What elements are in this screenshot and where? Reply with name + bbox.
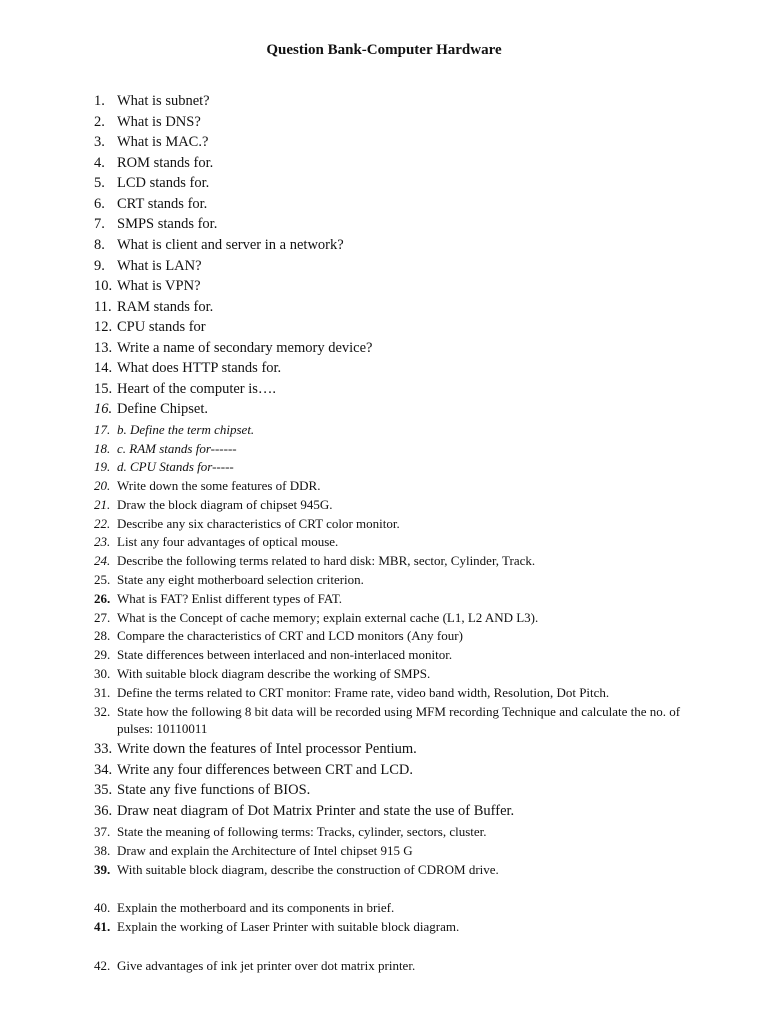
question-text: What is the Concept of cache memory; explain external cache (L1, L2 AND L3). bbox=[117, 610, 539, 625]
question-number: 14. bbox=[94, 360, 113, 376]
question-text: Draw and explain the Architecture of Intel chipset 915 G bbox=[117, 843, 413, 858]
question-number: 34. bbox=[94, 762, 113, 778]
question-text: State how the following 8 bit data will be recorded using MFM recording Technique and calculate the no. of pulses: 10110011 bbox=[117, 704, 681, 736]
question-text: What does HTTP stands for. bbox=[117, 360, 282, 376]
question-number: 11. bbox=[94, 299, 112, 315]
question-number: 23. bbox=[94, 534, 111, 549]
question-number: 2. bbox=[94, 114, 105, 130]
question-number: 17. bbox=[94, 422, 111, 437]
question-text: ROM stands for. bbox=[117, 155, 214, 171]
question-number: 26. bbox=[94, 591, 111, 606]
question-text: Write down the some features of DDR. bbox=[117, 478, 321, 493]
question-text: SMPS stands for. bbox=[117, 216, 218, 232]
question-number: 5. bbox=[94, 175, 105, 191]
question-text: Write down the features of Intel processor Pentium. bbox=[117, 741, 417, 757]
question-number: 18. bbox=[94, 441, 111, 456]
question-text: Heart of the computer is…. bbox=[117, 381, 277, 397]
question-text: List any four advantages of optical mouse. bbox=[117, 534, 339, 549]
question-text: b. Define the term chipset. bbox=[117, 422, 255, 437]
question-number: 3. bbox=[94, 134, 105, 150]
question-number: 40. bbox=[94, 900, 111, 915]
question-text: CRT stands for. bbox=[117, 196, 208, 212]
question-text: CPU stands for bbox=[117, 319, 206, 335]
question-text: Draw the block diagram of chipset 945G. bbox=[117, 497, 333, 512]
question-text: Explain the motherboard and its components in brief. bbox=[117, 900, 395, 915]
question-number: 13. bbox=[94, 340, 113, 356]
question-number: 30. bbox=[94, 666, 111, 681]
question-number: 42. bbox=[94, 958, 111, 973]
question-text: What is DNS? bbox=[117, 114, 201, 130]
question-text: What is VPN? bbox=[117, 278, 201, 294]
question-text: With suitable block diagram, describe the construction of CDROM drive. bbox=[117, 862, 499, 877]
question-number: 24. bbox=[94, 553, 111, 568]
question-text: Write a name of secondary memory device? bbox=[117, 340, 373, 356]
question-number: 33. bbox=[94, 741, 113, 757]
question-text: LCD stands for. bbox=[117, 175, 210, 191]
question-text: State the meaning of following terms: Tracks, cylinder, sectors, cluster. bbox=[117, 824, 487, 839]
question-number: 37. bbox=[94, 824, 111, 839]
question-number: 1. bbox=[94, 93, 105, 109]
question-number: 8. bbox=[94, 237, 105, 253]
question-text: What is subnet? bbox=[117, 93, 210, 109]
question-number: 31. bbox=[94, 685, 111, 700]
question-number: 12. bbox=[94, 319, 113, 335]
question-text: What is LAN? bbox=[117, 258, 202, 274]
question-number: 10. bbox=[94, 278, 113, 294]
page-title: Question Bank-Computer Hardware bbox=[266, 42, 502, 58]
question-text: Compare the characteristics of CRT and LCD monitors (Any four) bbox=[117, 628, 463, 643]
question-number: 7. bbox=[94, 216, 105, 232]
question-number: 19. bbox=[94, 459, 111, 474]
question-number: 32. bbox=[94, 704, 111, 719]
question-text: Define the terms related to CRT monitor: Frame rate, video band width, Resolution, Dot Pitch. bbox=[117, 685, 610, 700]
question-number: 6. bbox=[94, 196, 105, 212]
question-number: 4. bbox=[94, 155, 105, 171]
question-text: What is client and server in a network? bbox=[117, 237, 344, 253]
question-text: c. RAM stands for------ bbox=[117, 441, 237, 456]
question-text: d. CPU Stands for----- bbox=[117, 459, 234, 474]
question-number: 38. bbox=[94, 843, 111, 858]
question-number: 9. bbox=[94, 258, 105, 274]
question-number: 39. bbox=[94, 862, 111, 877]
question-text: Draw neat diagram of Dot Matrix Printer and state the use of Buffer. bbox=[117, 803, 515, 819]
question-text: RAM stands for. bbox=[117, 299, 214, 315]
question-number: 22. bbox=[94, 516, 111, 531]
question-number: 41. bbox=[94, 919, 111, 934]
question-text: Describe the following terms related to hard disk: MBR, sector, Cylinder, Track. bbox=[117, 553, 536, 568]
question-text: With suitable block diagram describe the working of SMPS. bbox=[117, 666, 431, 681]
question-number: 36. bbox=[94, 803, 113, 819]
question-number: 20. bbox=[94, 478, 111, 493]
question-text: Write any four differences between CRT and LCD. bbox=[117, 762, 413, 778]
question-number: 21. bbox=[94, 497, 111, 512]
question-text: State differences between interlaced and non-interlaced monitor. bbox=[117, 647, 453, 662]
question-text: Describe any six characteristics of CRT color monitor. bbox=[117, 516, 400, 531]
question-text: What is FAT? Enlist different types of FAT. bbox=[117, 591, 343, 606]
question-text: Give advantages of ink jet printer over dot matrix printer. bbox=[117, 958, 416, 973]
question-text: State any five functions of BIOS. bbox=[117, 782, 311, 798]
question-number: 28. bbox=[94, 628, 111, 643]
question-text: Define Chipset. bbox=[117, 401, 209, 417]
question-number: 16. bbox=[94, 401, 113, 417]
question-text: State any eight motherboard selection criterion. bbox=[117, 572, 364, 587]
question-number: 15. bbox=[94, 381, 113, 397]
question-number: 29. bbox=[94, 647, 111, 662]
question-text: Explain the working of Laser Printer with suitable block diagram. bbox=[117, 919, 460, 934]
question-number: 25. bbox=[94, 572, 111, 587]
question-text: What is MAC.? bbox=[117, 134, 209, 150]
question-number: 35. bbox=[94, 782, 113, 798]
question-number: 27. bbox=[94, 610, 111, 625]
